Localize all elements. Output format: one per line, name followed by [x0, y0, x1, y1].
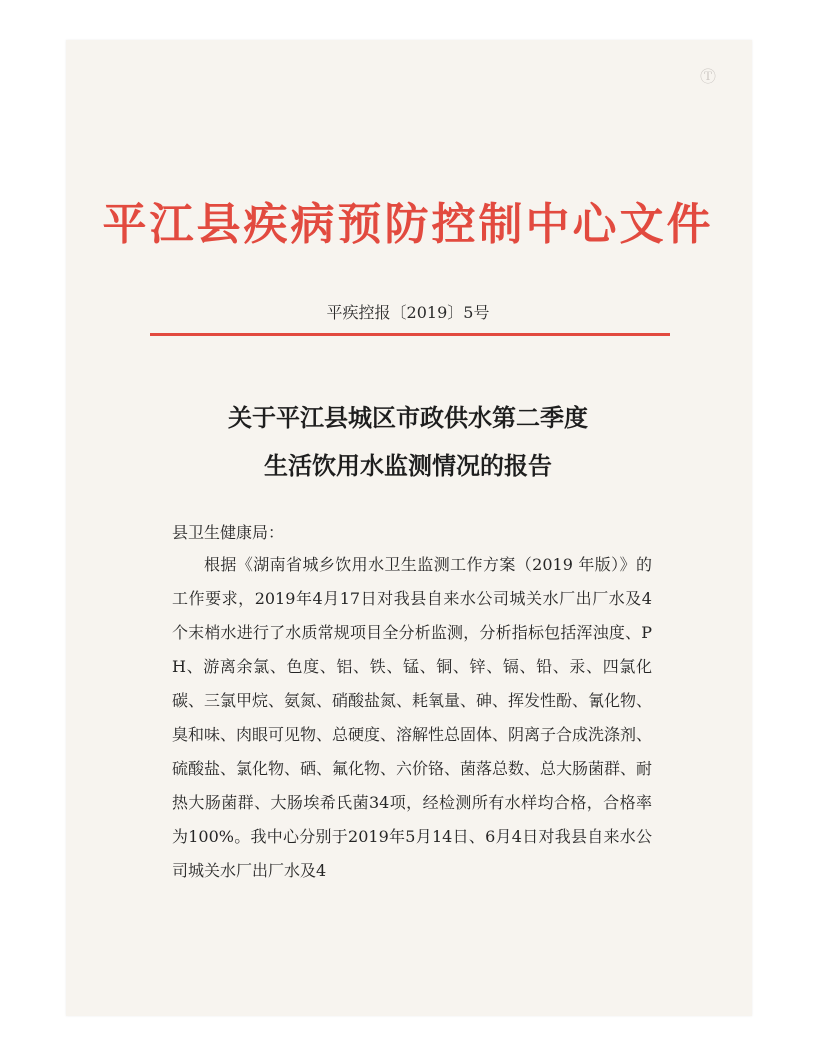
report-title-line-1: 关于平江县城区市政供水第二季度 — [228, 403, 588, 432]
report-body-paragraph: 根据《湖南省城乡饮用水卫生监测工作方案（2019 年版）》的工作要求，2019年4月17日对我县自来水公司城关水厂出厂水及4个末梢水进行了水质常规项目全分析监测，分析指标包括浑浊度、PH、游离余氯、色度、铝、铁、锰、铜、锌、镉、铅、汞、四氯化碳、三氯甲烷、氨氮、硝酸盐氮、耗氧量、砷、挥发性酚、氰化物、臭和味、肉眼可见物、总硬度、溶解性总固体、阴离子合成洗涤剂、硫酸盐、氯化物、硒、氟化物、六价铬、菌落总数、总大肠菌群、耐热大肠菌群、大肠埃希氏菌34项，经检测所有水样均合格，合格率为100%。我中心分别于2019年5月14日、6月4日对我县自来水公司城关水厂出厂水及4 — [172, 555, 653, 880]
document-number: 平疾控报〔2019〕5号 — [326, 303, 490, 322]
salutation: 县卫生健康局： — [172, 523, 285, 542]
report-title-line-2: 生活饮用水监测情况的报告 — [264, 451, 552, 480]
corner-mark: Ⓣ — [700, 67, 717, 86]
document-masthead: 平江县疾病预防控制中心文件 — [102, 199, 714, 250]
masthead-divider — [150, 333, 670, 336]
